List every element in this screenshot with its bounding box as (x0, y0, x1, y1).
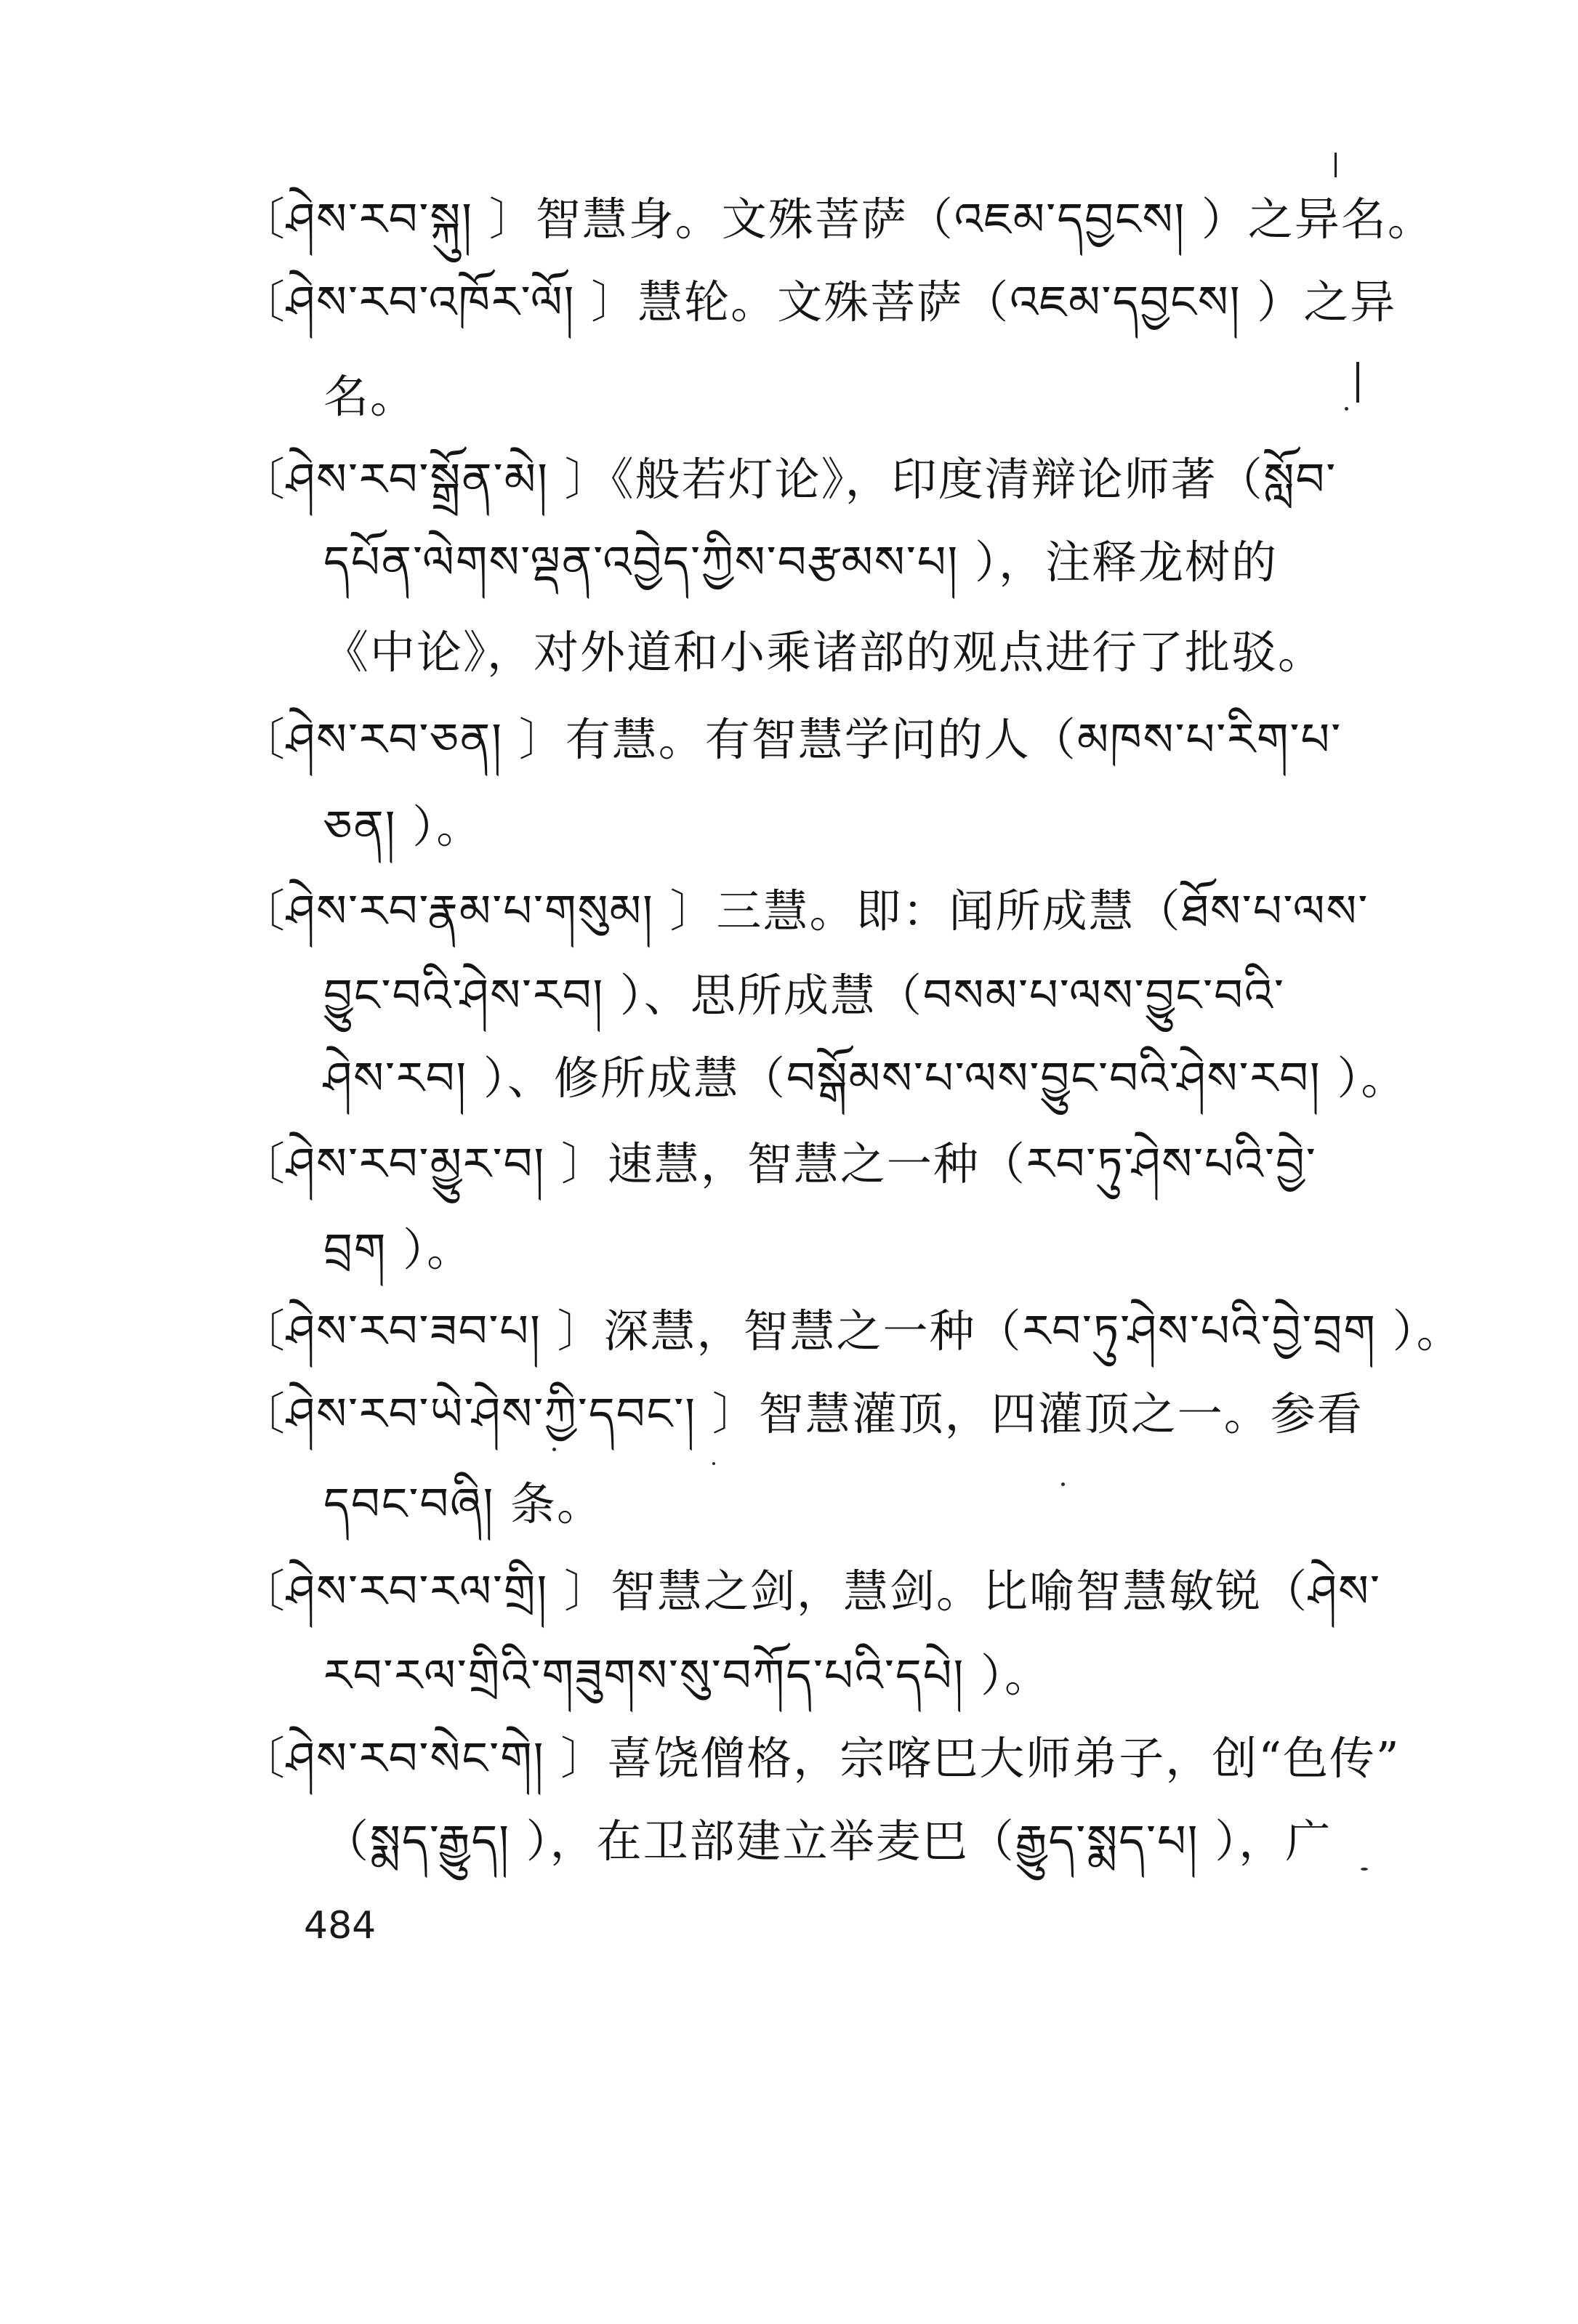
scan-mark (552, 1448, 556, 1451)
continuation-line: དབང་བཞི། 条。 (323, 1477, 604, 1530)
entry-line: 〔ཤེས་རབ་མྱུར་བ། 〕速慧，智慧之一种（རབ་ཏུ་ཤེས་པའི་བྱེ་ (240, 1137, 1317, 1190)
page-number: 484 (304, 1904, 377, 1948)
scan-mark (1345, 407, 1348, 411)
entry-line: 〔ཤེས་རབ་ཡེ་ཤེས་ཀྱི་དབང་། 〕智慧灌顶，四灌顶之一。参看 (240, 1387, 1364, 1440)
entry-line: 〔ཤེས་རབ་རལ་གྲི། 〕智慧之剑，慧剑。比喻智慧敏锐（ཤེས་ (240, 1565, 1382, 1618)
continuation-line: བྱུང་བའི་ཤེས་རབ། ）、思所成慧（བསམ་པ་ལས་བྱུང་བའི་ (323, 969, 1285, 1022)
entry-line: 〔ཤེས་རབ་ཅན། 〕有慧。有智慧学问的人（མཁས་པ་རིག་པ་ (240, 713, 1342, 766)
continuation-line: བྲག ）。 (323, 1223, 474, 1276)
continuation-line: 名。 (323, 370, 417, 423)
entry-line: 〔ཤེས་རབ་རྣམ་པ་གསུམ། 〕三慧。即：闻所成慧（ཐོས་པ་ལས་ (240, 884, 1369, 937)
scan-mark (1061, 1482, 1065, 1486)
continuation-line: （སྨད་རྒྱུད། ），在卫部建立举麦巴（རྒྱུད་སྨད་པ། ），广 (323, 1815, 1332, 1868)
continuation-line: རབ་རལ་གྲིའི་གཟུགས་སུ་བཀོད་པའི་དཔེ། ）。 (323, 1649, 1051, 1702)
continuation-line: ཤེས་རབ། ）、修所成慧（བསྒོམས་པ་ལས་བྱུང་བའི་ཤེས་རབ། ）。 (323, 1052, 1408, 1105)
continuation-line: 《中论》，对外道和小乘诸部的观点进行了批驳。 (323, 626, 1325, 679)
entry-line: 〔ཤེས་རབ་སེང་གེ། 〕喜饶僧格，宗喀巴大师弟子，创“色传” (240, 1732, 1401, 1785)
scan-mark (1335, 153, 1337, 177)
scan-mark (1356, 362, 1359, 403)
entry-line: 〔ཤེས་རབ་འཁོར་ལོ། 〕慧轮。文殊菩萨（འཇམ་དབྱངས། ）之异 (240, 275, 1397, 328)
entry-line: 〔ཤེས་རབ་སྐུ། 〕智慧身。文殊菩萨（འཇམ་དབྱངས། ）之异名。 (240, 193, 1434, 246)
entry-line: 〔ཤེས་རབ་ཟབ་པ། 〕深慧，智慧之一种（རབ་ཏུ་ཤེས་པའི་བྱེ་བྲག ）。 (240, 1304, 1463, 1357)
continuation-line: དཔོན་ལེགས་ལྡན་འབྱེད་ཀྱིས་བརྩམས་པ། ），注释龙树的 (323, 536, 1278, 589)
entry-line: 〔ཤེས་རབ་སྒྲོན་མེ། 〕《般若灯论》，印度清辩论师著（སློབ་ (240, 453, 1337, 506)
scan-mark (1361, 1868, 1368, 1871)
scan-mark (712, 1462, 715, 1465)
continuation-line: ཅན། ）。 (323, 800, 483, 853)
